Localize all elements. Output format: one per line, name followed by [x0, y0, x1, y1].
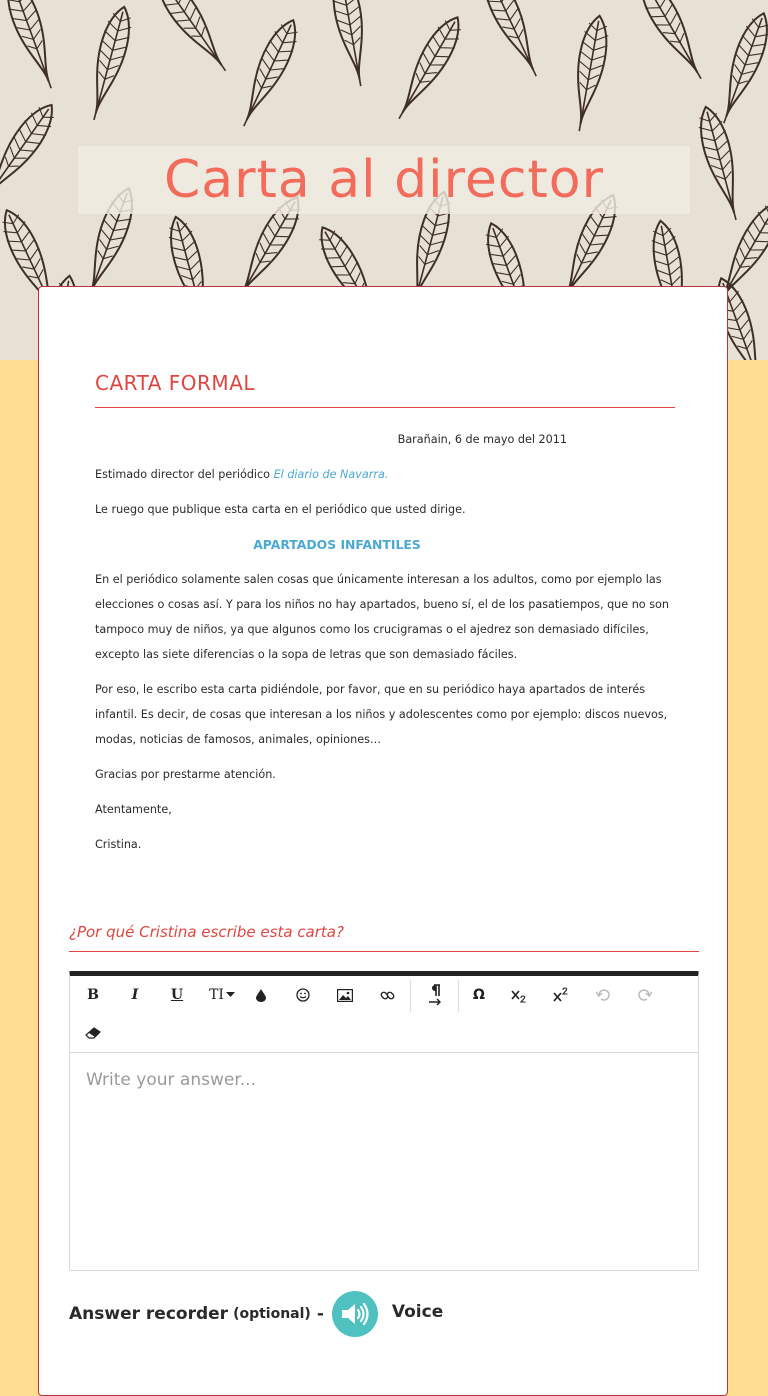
answer-editor — [69, 971, 699, 1271]
subscript-button[interactable] — [504, 980, 534, 1010]
question-prompt: ¿Por qué Cristina escribe esta carta? — [69, 923, 699, 952]
eraser-icon — [85, 1027, 101, 1039]
text-size-label: TI — [209, 987, 224, 1003]
underline-button[interactable]: U — [170, 987, 184, 1003]
text-color-button[interactable] — [246, 980, 276, 1010]
answer-area — [70, 1052, 698, 1270]
paragraph-ltr-icon — [428, 984, 442, 1006]
letter-request: Le ruego que publique esta carta en el periódico que usted dirige. — [95, 503, 466, 516]
subscript-icon — [511, 987, 527, 1003]
letter-thanks: Gracias por prestarme atención. — [95, 768, 276, 781]
letter-closing: Atentamente, — [95, 803, 172, 816]
letter-signature: Cristina. — [95, 838, 142, 851]
newspaper-name: El diario de Navarra. — [273, 468, 389, 481]
section-heading: CARTA FORMAL — [95, 371, 675, 408]
text-size-dropdown[interactable] — [204, 980, 240, 1010]
greeting-text: Estimado director del periódico — [95, 468, 274, 481]
smiley-icon — [296, 988, 310, 1002]
editor-toolbar — [70, 976, 698, 1053]
redo-button[interactable] — [630, 980, 660, 1010]
recorder-optional: (optional) — [233, 1306, 311, 1322]
chevron-down-icon — [226, 992, 235, 998]
recorder-label: Answer recorder — [69, 1304, 229, 1324]
letter-greeting — [95, 462, 675, 487]
italic-button[interactable]: I — [131, 987, 139, 1003]
insert-link-button[interactable] — [372, 980, 402, 1010]
text-direction-button[interactable] — [420, 980, 450, 1010]
link-icon — [380, 988, 395, 1003]
superscript-button[interactable] — [546, 980, 576, 1010]
image-icon — [337, 989, 353, 1002]
letter-body — [95, 427, 675, 867]
answer-input[interactable] — [70, 1052, 698, 1270]
page-title-box — [78, 146, 690, 214]
letter-subheading: APARTADOS INFANTILES — [253, 537, 421, 552]
droplet-icon — [255, 988, 267, 1002]
page-title: Carta al director — [163, 150, 605, 210]
voice-label: Voice — [391, 1302, 444, 1322]
bold-button[interactable]: B — [87, 987, 99, 1003]
worksheet-card — [38, 286, 728, 1396]
answer-recorder — [69, 1291, 689, 1337]
redo-icon — [638, 988, 652, 1002]
clear-formatting-button[interactable] — [78, 1018, 108, 1048]
undo-icon — [596, 988, 610, 1002]
insert-image-button[interactable] — [330, 980, 360, 1010]
letter-paragraph-1: En el periódico solamente salen cosas que únicamente interesan a los adultos, como por ejemplo las elecciones o cosas así. Y para los niños no hay apartados, bueno sí, el de los pasatiempos, que no son tampoco muy de niños, ya que algunos como los crucigramas o el ajedrez son demasiado difíciles, excepto las siete diferencias o la sopa de letras que son demasiado fáciles. — [95, 573, 669, 661]
letter-date: Barañain, 6 de mayo del 2011 — [397, 433, 567, 446]
recorder-dash: - — [316, 1304, 324, 1324]
speaker-icon — [340, 1301, 370, 1327]
special-characters-button[interactable]: Ω — [473, 987, 485, 1003]
voice-record-button[interactable] — [332, 1291, 378, 1337]
undo-button[interactable] — [588, 980, 618, 1010]
emoji-button[interactable] — [288, 980, 318, 1010]
letter-paragraph-2: Por eso, le escribo esta carta pidiéndole, por favor, que en su periódico haya apartados de interés infantil. Es decir, de cosas que interesan a los niños y adolescentes como por ejemplo: discos nuevos, modas, noticias de famosos, animales, opiniones… — [95, 683, 668, 746]
superscript-icon — [553, 987, 569, 1003]
